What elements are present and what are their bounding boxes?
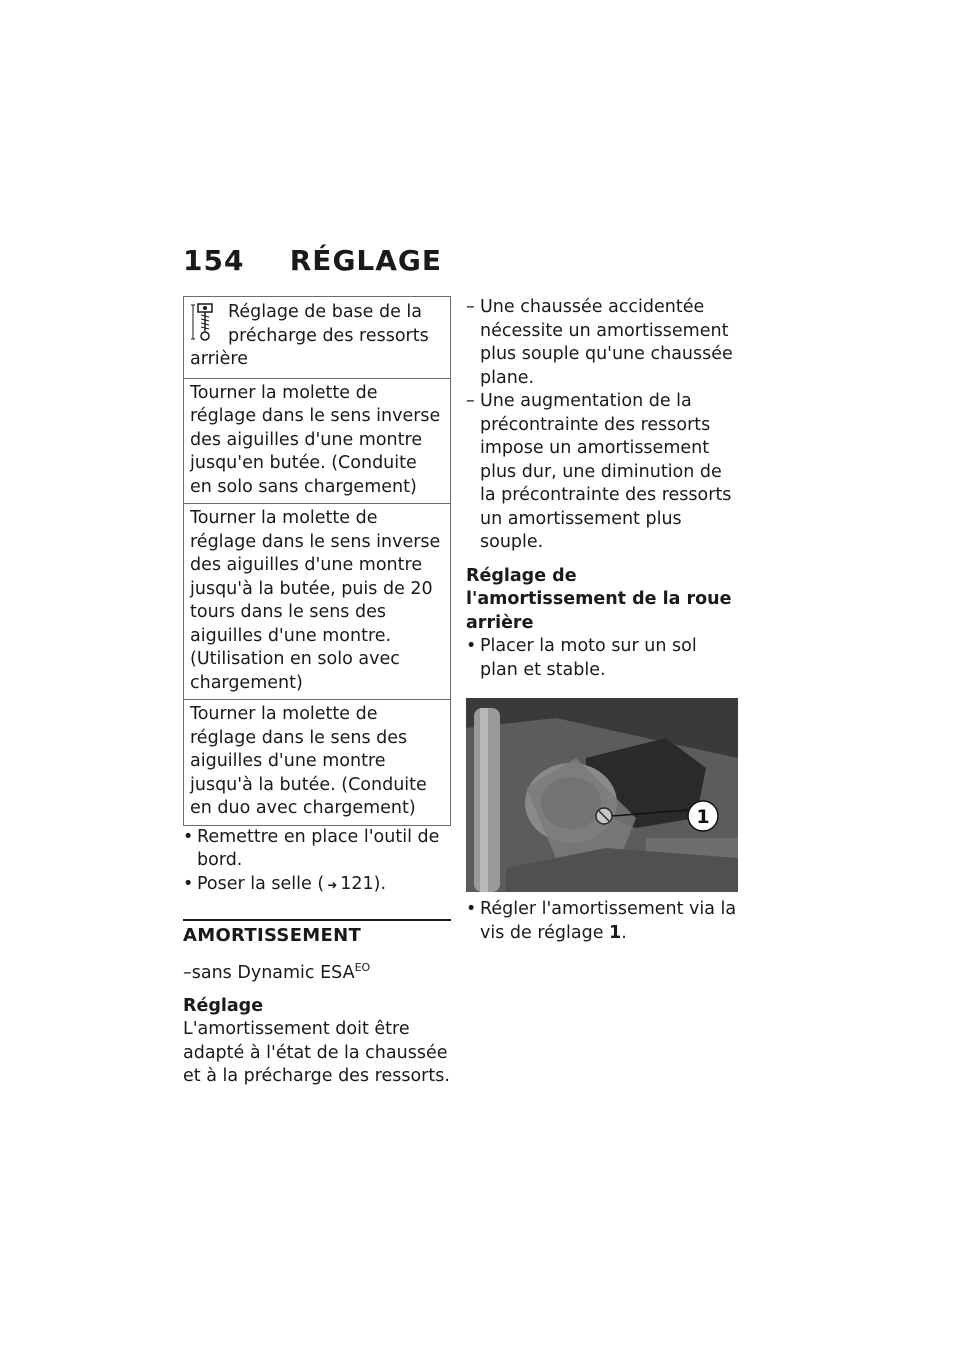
damping-adjuster-photo	[466, 698, 738, 892]
photo-callout-1: 1	[696, 806, 710, 828]
right-column	[466, 296, 740, 945]
bullet-place-bike: • Placer la moto sur un sol plan et stable.	[466, 635, 740, 682]
bullet-fit-seat-suffix: ).	[373, 873, 387, 894]
chapter-title: RÉGLAGE	[289, 244, 443, 277]
section-title: AMORTISSEMENT	[183, 919, 451, 948]
page-number: 154	[183, 244, 245, 277]
bullet-adjust-damping-suffix: .	[621, 922, 627, 943]
spec-table-header	[184, 297, 450, 379]
bullet-adjust-damping-text: Régler l'amortissement via la vis de réglage	[480, 899, 737, 943]
page-reference-arrow-icon: ➜	[327, 877, 338, 892]
section-subtitle-sup: EO	[354, 960, 371, 974]
left-column	[183, 296, 451, 1089]
spec-row-solo-loaded: Tourner la molette de réglage dans le sens inverse des aiguilles d'une montre jusqu'à la butée, puis de 20 tours dans le sens des aiguilles d'une montre. (Utilisation en solo avec chargement)	[184, 504, 450, 700]
spec-table	[183, 296, 451, 826]
dash-item-preload: – Une augmentation de la précontrainte des ressorts impose un amortissement plus dur, une diminution de la précontrainte des ressorts un amortissement plus souple.	[466, 390, 740, 555]
bullet-replace-tool: • Remettre en place l'outil de bord.	[183, 826, 451, 873]
section-subtitle	[183, 956, 451, 985]
bullet-fit-seat	[183, 873, 451, 898]
spec-table-title: Réglage de base de la précharge des ressorts arrière	[190, 302, 429, 369]
spring-preload-tool-icon	[190, 301, 220, 343]
spec-row-solo-unloaded: Tourner la molette de réglage dans le sens inverse des aiguilles d'une montre jusqu'en butée. (Conduite en solo sans chargement)	[184, 379, 450, 505]
damping-adjuster-illustration	[466, 698, 738, 892]
spec-row-duo-loaded: Tourner la molette de réglage dans le sens des aiguilles d'une montre jusqu'à la butée. (Conduite en duo avec chargement)	[190, 704, 427, 818]
bullet-adjust-damping	[466, 898, 740, 945]
bullet-fit-seat-text: Poser la selle (	[197, 873, 325, 894]
rear-damping-heading: Réglage de l'amortissement de la roue arrière	[466, 565, 732, 633]
dash-item-rough-road: – Une chaussée accidentée nécessite un amortissement plus souple qu'une chaussée plane.	[466, 296, 740, 390]
page-reference-link[interactable]: 121	[340, 873, 374, 894]
adjustment-heading: Réglage	[183, 995, 264, 1016]
adjustment-body: L'amortissement doit être adapté à l'état de la chaussée et à la précharge des ressorts.	[183, 1019, 450, 1087]
adjuster-screw-ref: 1	[609, 922, 622, 943]
page-header	[183, 244, 442, 277]
section-subtitle-text: –sans Dynamic ESA	[183, 962, 355, 983]
